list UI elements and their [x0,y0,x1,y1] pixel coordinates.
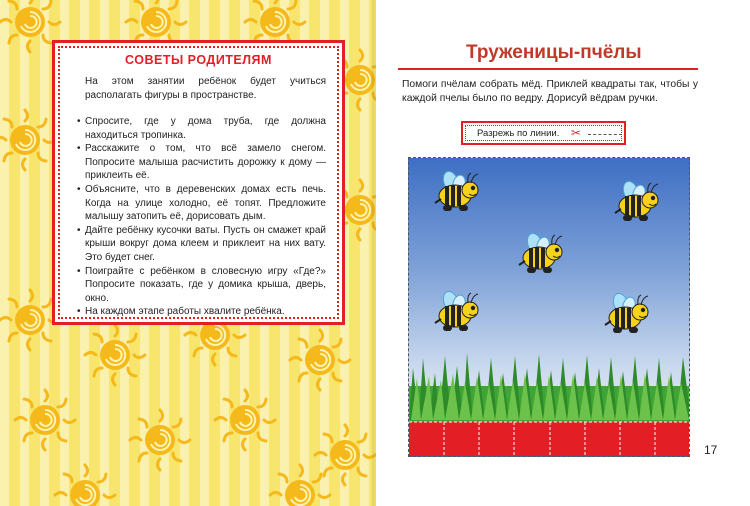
advice-item: • Спросите, где у дома труба, где должна находиться тропинка. [77,115,326,142]
bee-icon [615,179,658,221]
sun-icon [0,290,60,350]
parents-advice-box [52,40,345,325]
advice-item: • Поиграйте с ребёнком в словесную игру «Где?» Попросите показать, где у домика крыша, дверь, окно. [77,265,326,306]
bee-icon [435,289,478,331]
sun-icon [315,425,375,485]
bee-icon [519,231,562,273]
advice-item: • Расскажите о том, что всё замело снегом. Попросите малыша расчистить дорожку к дому — приклеить её. [77,142,326,183]
sun-icon [290,330,350,390]
cut-dash-line [588,134,622,135]
bees-scene [409,158,690,457]
advice-item: • Дайте ребёнку кусочки ваты. Пусть он смажет край крыши вокруг дома клеем и приклеит на них вату. Это будет снег. [77,224,326,265]
advice-list [77,115,326,319]
bee-icon [435,169,478,211]
sun-icon [85,325,145,385]
cut-label: Разрежь по линии. [477,128,560,139]
bees-picture [408,157,690,457]
sun-icon [270,465,330,506]
advice-item: • На каждом этапе работы хвалите ребёнка. [77,305,326,319]
task-instructions: Помоги пчёлам собрать мёд. Приклей квадраты так, чтобы у каждой пчелы было по ведру. Дорисуй вёдрам ручки. [402,79,698,104]
advice-title: СОВЕТЫ РОДИТЕЛЯМ [125,53,272,67]
sun-icon [55,465,115,506]
grass [409,353,690,422]
advice-intro: На этом занятии ребёнок будет учиться располагать фигуры в пространстве. [85,76,326,101]
sun-icon [130,410,190,470]
right-page [376,0,750,506]
bee-icon [605,291,648,333]
advice-item: • Объясните, что в деревенских домах есть печь. Когда на улице холодно, её топят. Предложите малышу затопить её, дорисовать дым. [77,183,326,224]
page-number: 17 [704,443,718,457]
sun-icon [215,390,275,450]
page-title: Труженицы-пчёлы [466,42,642,63]
sun-icon [0,110,55,170]
title-underline [398,68,698,70]
sun-icon [0,0,60,52]
cut-out-squares [409,422,690,457]
cut-instruction-box [461,121,626,145]
scissors-icon: ✂ [571,126,582,140]
sun-icon [15,390,75,450]
